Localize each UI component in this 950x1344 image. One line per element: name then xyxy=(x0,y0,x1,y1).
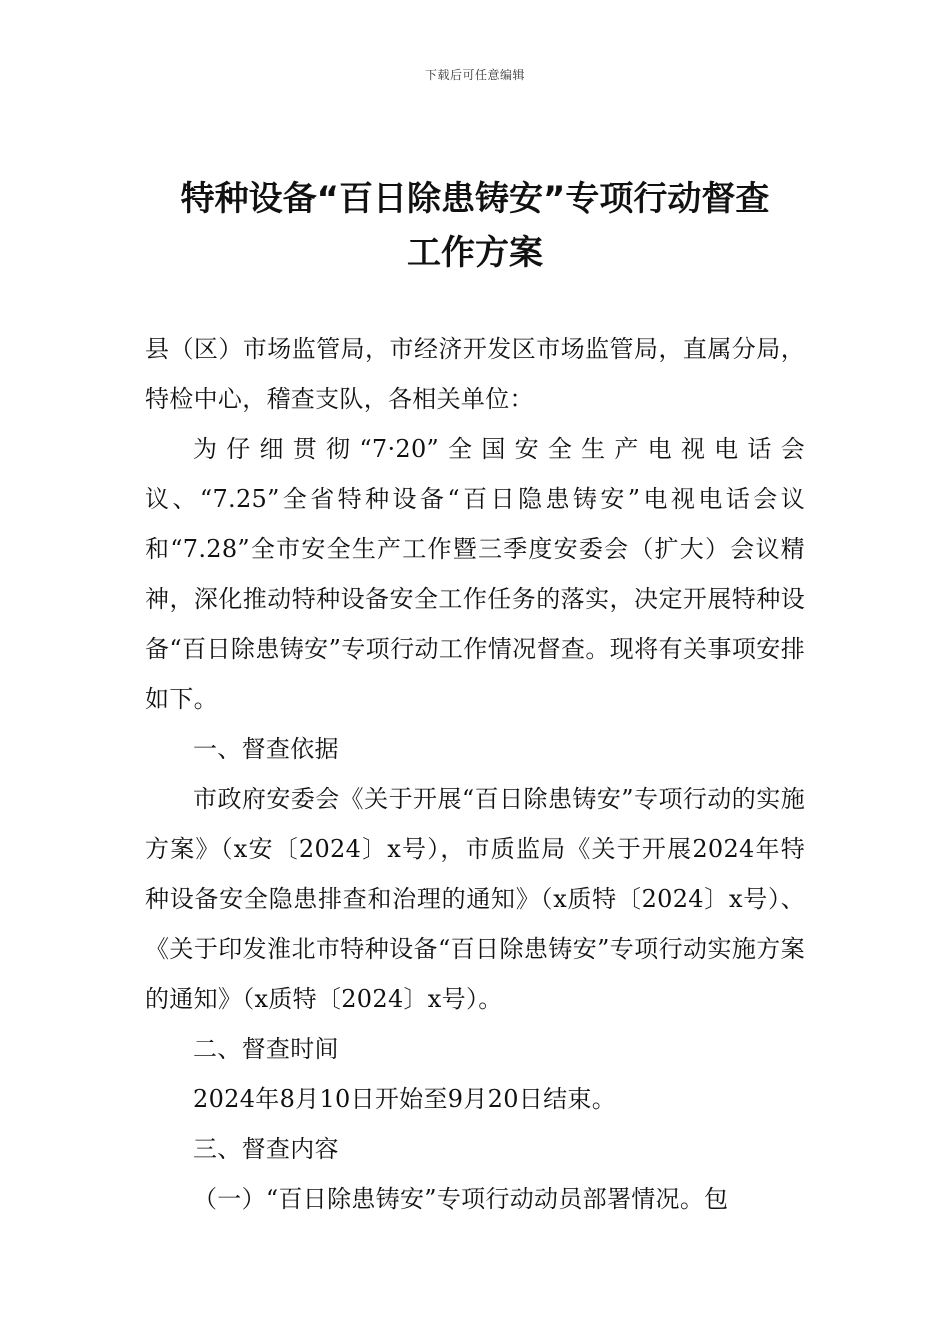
title-line-1: 特种设备“百日除患铸安”专项行动督查 xyxy=(180,179,770,219)
section-heading-basis: 一、督查依据 xyxy=(193,735,339,763)
basis-paragraph: 市政府安委会《关于开展“百日除患铸安”专项行动的实施方案》（x安〔2024〕x号），市质监局《关于开展2024年特种设备安全隐患排查和治理的通知》（x质特〔2024〕x号）、《关于印发淮北市特种设备“百日除患铸安”专项行动实施方案的通知》（x质特〔2024〕x号）。 xyxy=(145,785,805,1013)
header-note: 下载后可任意编辑 xyxy=(424,68,525,82)
section-heading-time: 二、督查时间 xyxy=(193,1035,339,1063)
document-body xyxy=(145,324,805,1224)
section-heading-content: 三、督查内容 xyxy=(193,1135,339,1163)
salutation: 县（区）市场监管局，市经济开发区市场监管局，直属分局，特检中心，稽查支队，各相关单位： xyxy=(145,335,805,413)
title-line-2: 工作方案 xyxy=(407,233,543,273)
time-paragraph: 2024年8月10日开始至9月20日结束。 xyxy=(193,1085,616,1113)
document-title xyxy=(140,172,810,280)
content-paragraph: （一）“百日除患铸安”专项行动动员部署情况。包 xyxy=(193,1185,729,1213)
intro-paragraph: 为仔细贯彻“7·20”全国安全生产电视电话会议、“7.25”全省特种设备“百日隐患铸安”电视电话会议和“7.28”全市安全生产工作暨三季度安委会（扩大）会议精神，深化推动特种设备安全工作任务的落实，决定开展特种设备“百日除患铸安”专项行动工作情况督查。现将有关事项安排如下。 xyxy=(145,435,805,713)
